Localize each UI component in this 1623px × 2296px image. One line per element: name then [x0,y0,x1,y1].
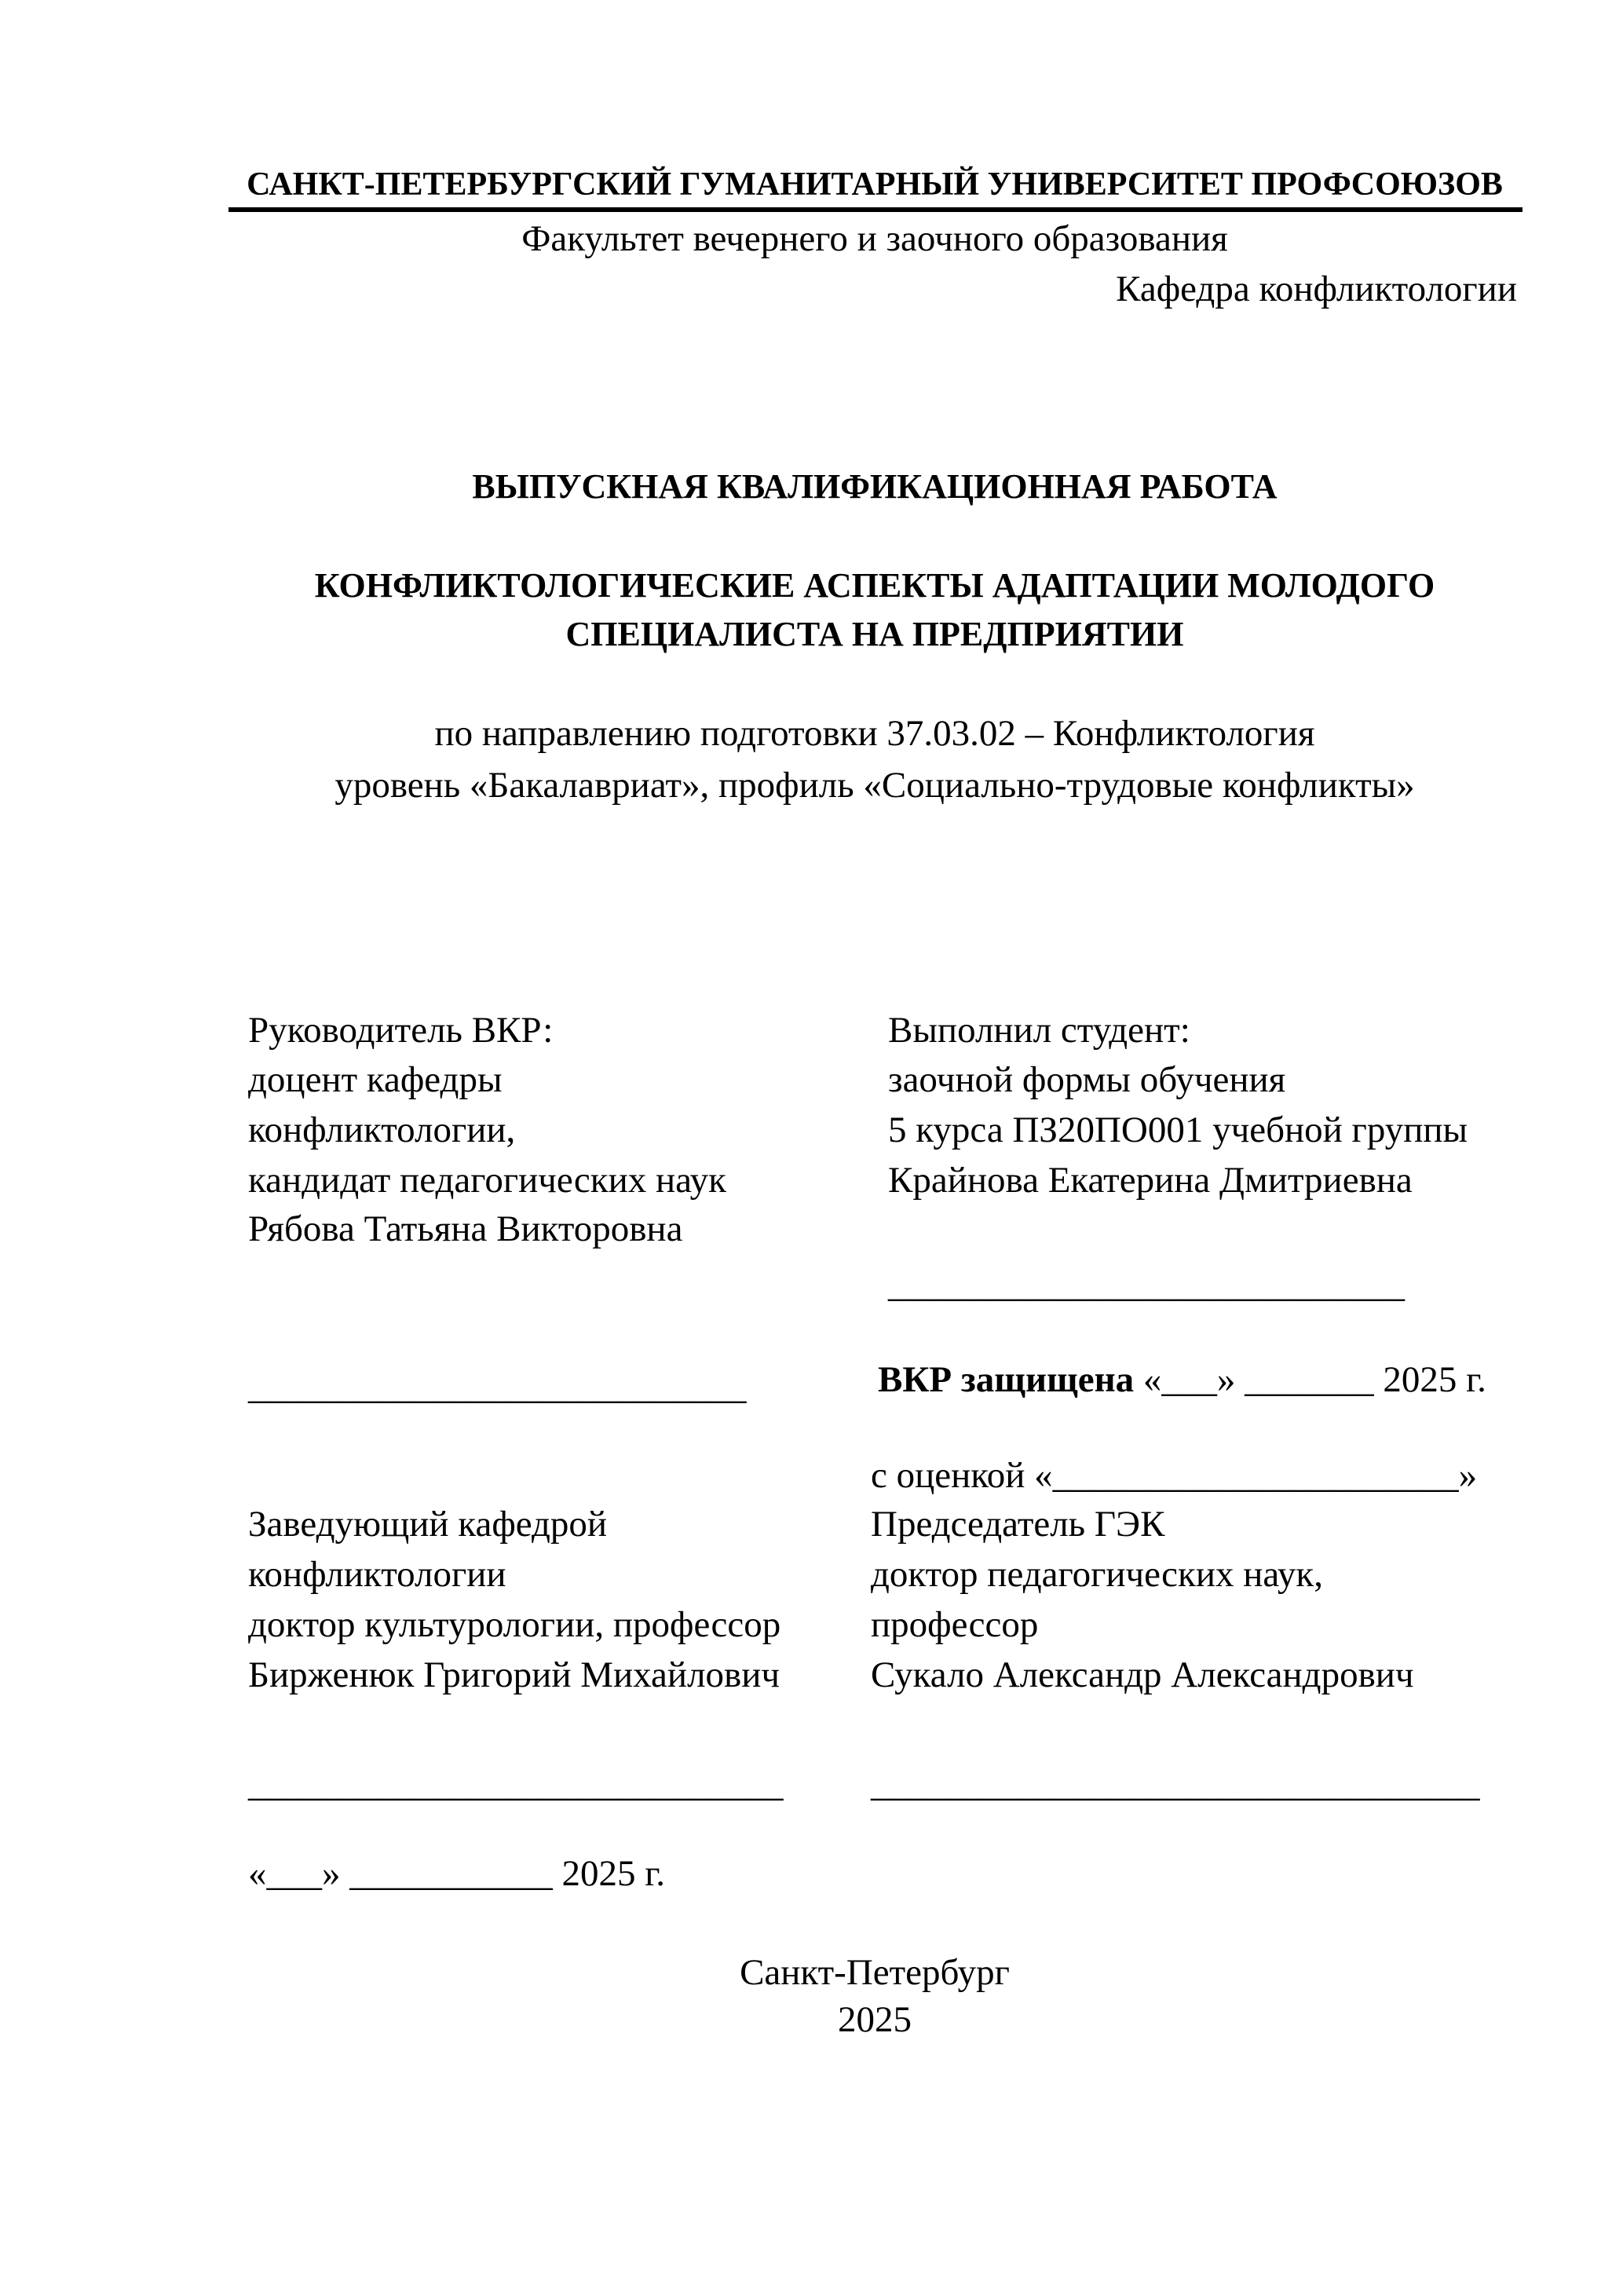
head-line: конфликтологии [248,1554,506,1595]
chairman-line: доктор педагогических наук, [871,1554,1323,1595]
student-signature-line: ____________________________ [888,1264,1405,1305]
chairman-line: Председатель ГЭК [871,1504,1165,1545]
supervisor-line: доцент кафедры [248,1059,503,1100]
faculty-name: Факультет вечернего и заочного образования [521,218,1228,259]
chairman-name: Сукало Александр Александрович [871,1654,1414,1695]
chairman-line: профессор [871,1604,1039,1645]
defense-grade: с оценкой «______________________» [871,1455,1478,1496]
head-line: Заведующий кафедрой [248,1504,608,1545]
footer-city: Санкт-Петербург [740,1952,1010,1993]
work-type: ВЫПУСКНАЯ КВАЛИФИКАЦИОННАЯ РАБОТА [472,467,1278,506]
header-rule [228,207,1522,212]
student-line: 5 курса ПЗ20ПО001 учебной группы [888,1110,1468,1150]
head-name: Бирженюк Григорий Михайлович [248,1654,780,1695]
defense-label: ВКР защищена [878,1359,1135,1400]
supervisor-line: конфликтологии, [248,1110,516,1150]
supervisor-name: Рябова Татьяна Викторовна [248,1208,683,1249]
supervisor-line: Руководитель ВКР: [248,1010,554,1051]
defense-line [878,1356,1486,1403]
defense-date: «___» _______ 2025 г. [1134,1359,1486,1400]
approval-date-line: «___» ___________ 2025 г. [248,1853,665,1894]
head-line: доктор культурологии, профессор [248,1604,781,1645]
supervisor-signature-line: ___________________________ [248,1366,747,1407]
head-signature-line: _____________________________ [248,1764,784,1804]
university-name: САНКТ-ПЕТЕРБУРГСКИЙ ГУМАНИТАРНЫЙ УНИВЕРСИТЕТ ПРОФСОЮЗОВ [247,166,1503,203]
chairman-signature-line: _________________________________ [871,1764,1480,1804]
thesis-title-line1: КОНФЛИКТОЛОГИЧЕСКИЕ АСПЕКТЫ АДАПТАЦИИ МОЛОДОГО [314,566,1435,605]
supervisor-line: кандидат педагогических наук [248,1160,726,1201]
thesis-title-line2: СПЕЦИАЛИСТА НА ПРЕДПРИЯТИИ [565,615,1184,653]
department-name: Кафедра конфликтологии [1116,269,1517,309]
student-line: Выполнил студент: [888,1010,1190,1051]
student-line: заочной формы обучения [888,1059,1286,1100]
student-name: Крайнова Екатерина Дмитриевна [888,1160,1413,1201]
direction-line2: уровень «Бакалавриат», профиль «Социально-трудовые конфликты» [334,765,1415,806]
direction-line1: по направлению подготовки 37.03.02 – Конфликтология [434,713,1315,754]
footer-year: 2025 [838,1999,912,2040]
